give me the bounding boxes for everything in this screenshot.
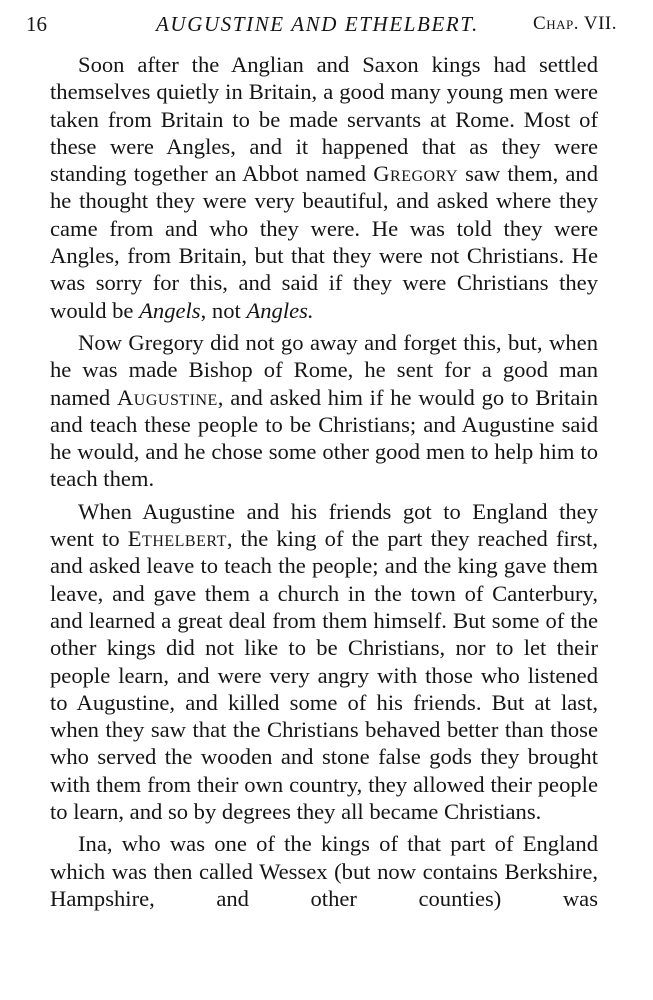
text-run: , not	[200, 297, 247, 323]
paragraph	[50, 51, 598, 324]
text-run: Ina, who was one of the kings of that part of England which was then called Wessex (but now contains Berkshire, Hampshire, and other counties) was	[50, 831, 598, 911]
paragraph	[50, 329, 598, 493]
text-run: , and asked him if he would go to Britain and teach these people to be Christians; and Augustine said he would, and he chose some other good men to help him to teach them.	[50, 384, 598, 492]
italic-word: Angles.	[246, 297, 314, 323]
paragraph	[50, 830, 598, 912]
small-caps-name: Ethelbert	[127, 526, 227, 552]
running-title: AUGUSTINE AND ETHELBERT.	[156, 12, 479, 36]
text-run: When Augustine and his friends got to England they went to	[50, 498, 598, 552]
text-run: Soon after the Anglian and Saxon kings had settled themselves quietly in Britain, a good many young men were taken from Britain to be made servants at Rome. Most of these were Angles, and it happened that as they were standing together an Abbot named	[50, 52, 598, 187]
body-text	[50, 51, 598, 917]
page-number: 16	[26, 12, 47, 36]
text-run: , the king of the part they reached first, and asked leave to teach the people; and the king gave them leave, and gave them a church in the town of Canterbury, and learned a great deal from them himself. But some of the other kings did not like to be Christians, nor to let their people learn, and were very angry with those who listened to Augustine, and killed some of his friends. But at last, when they saw that the Christians behaved better than those who served the wooden and stone false gods they brought with them from their own country, they allowed their people to learn, and so by degrees they all became Christians.	[50, 526, 598, 825]
text-run: Now Gregory did not go away and forget this, but, when he was made Bishop of Rome, he sent for a good man named	[50, 329, 598, 410]
italic-word: Angels	[139, 297, 201, 323]
small-caps-name: Gregory	[373, 161, 458, 187]
page-header	[26, 8, 617, 40]
chapter-label: Chap. VII.	[533, 13, 617, 34]
small-caps-name: Augustine	[116, 384, 218, 410]
text-run: saw them, and he thought they were very beautiful, and asked where they came from and who they were. He was told they were Angles, from Britain, but that they were not Christians. He was sorry for this, and said if they were Christians they would be	[50, 161, 598, 323]
paragraph	[50, 498, 598, 826]
